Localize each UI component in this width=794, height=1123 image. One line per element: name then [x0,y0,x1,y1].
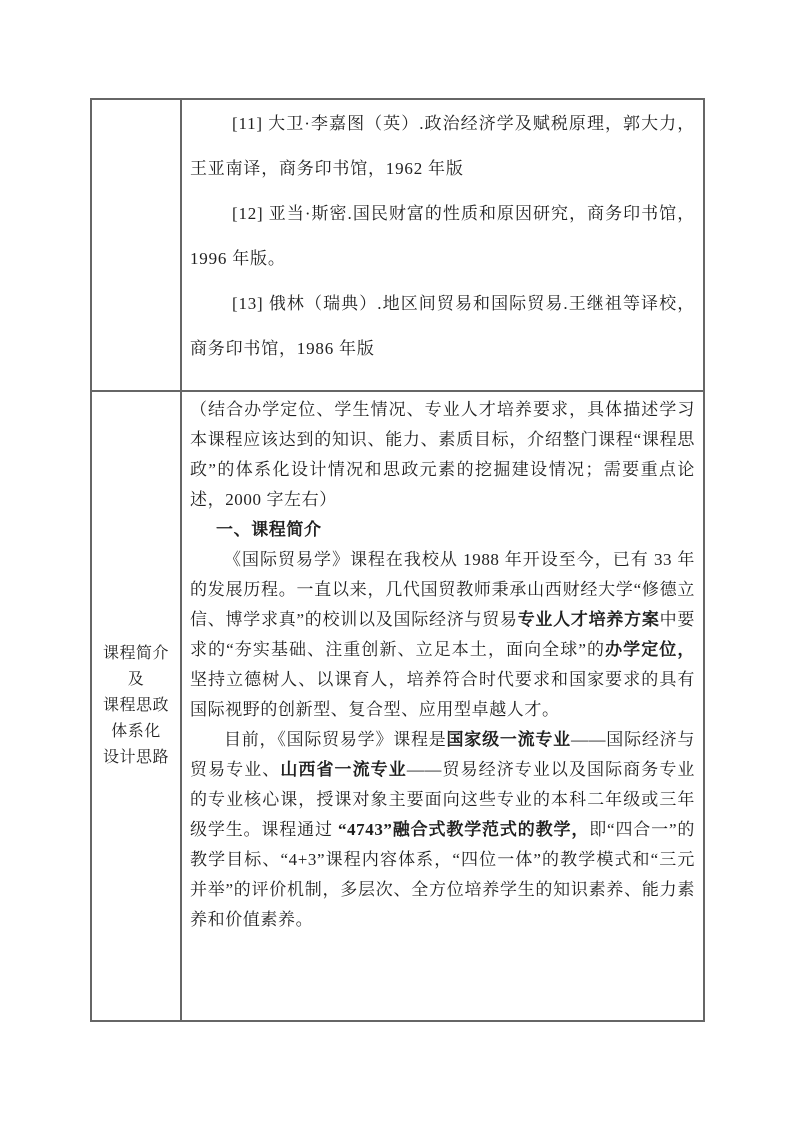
row-label-line: 体系化 [111,723,161,740]
row-label-line: 课程思政 [102,697,169,714]
reference-item: [11] 大卫·李嘉图（英）.政治经济学及赋税原理，郭大力，王亚南译，商务印书馆，1962 年版 [190,114,695,178]
references-row-label-cell [92,100,182,390]
intro-paragraph-2: 目前，《国际贸易学》课程是国家级一流专业——国际经济与贸易专业、山西省一流专业——贸易经济专业以及国际商务专业的专业核心课，授课对象主要面向这些专业的本科二年级或三年级学生。课程通过 “4743”融合式教学范式的教学，即“四合一”的教学目标、“4+3”课程内容体系，“四位一体”的教学模式和“三元并举”的评价机制，多层次、全方位培养学生的知识素养、能力素养和价值素养。 [190,730,695,929]
references-cell [182,100,703,390]
syllabus-table [90,98,705,1022]
intro-paragraph-1: 《国际贸易学》课程在我校从 1988 年开设至今，已有 33 年的发展历程。一直以来，几代国贸教师秉承山西财经大学“修德立信、博学求真”的校训以及国际经济与贸易专业人才培养方案中要求的“夯实基础、注重创新、立足本土，面向全球”的办学定位，坚持立德树人、以课育人，培养符合时代要求和国家要求的具有国际视野的创新型、复合型、应用型卓越人才。 [190,550,695,719]
section-heading: 一、课程简介 [216,520,322,539]
row-label [92,392,182,1020]
reference-item: [12] 亚当·斯密.国民财富的性质和原因研究，商务印书馆，1996 年版。 [190,204,695,268]
course-intro-row [92,392,703,1020]
course-intro-cell [182,392,703,1020]
row-label-line: 设计思路 [102,749,169,766]
reference-item: [13] 俄林（瑞典）.地区间贸易和国际贸易.王继祖等译校，商务印书馆，1986 年版 [190,294,695,358]
intro-instruction-note: （结合办学定位、学生情况、专业人才培养要求，具体描述学习本课程应该达到的知识、能力、素质目标，介绍整门课程“课程思政”的体系化设计情况和思政元素的挖掘建设情况；需要重点论述，2000 字左右） [190,400,695,509]
row-label-line: 课程简介 [102,645,169,662]
row-label-line: 及 [127,671,145,688]
references-row [92,100,703,392]
